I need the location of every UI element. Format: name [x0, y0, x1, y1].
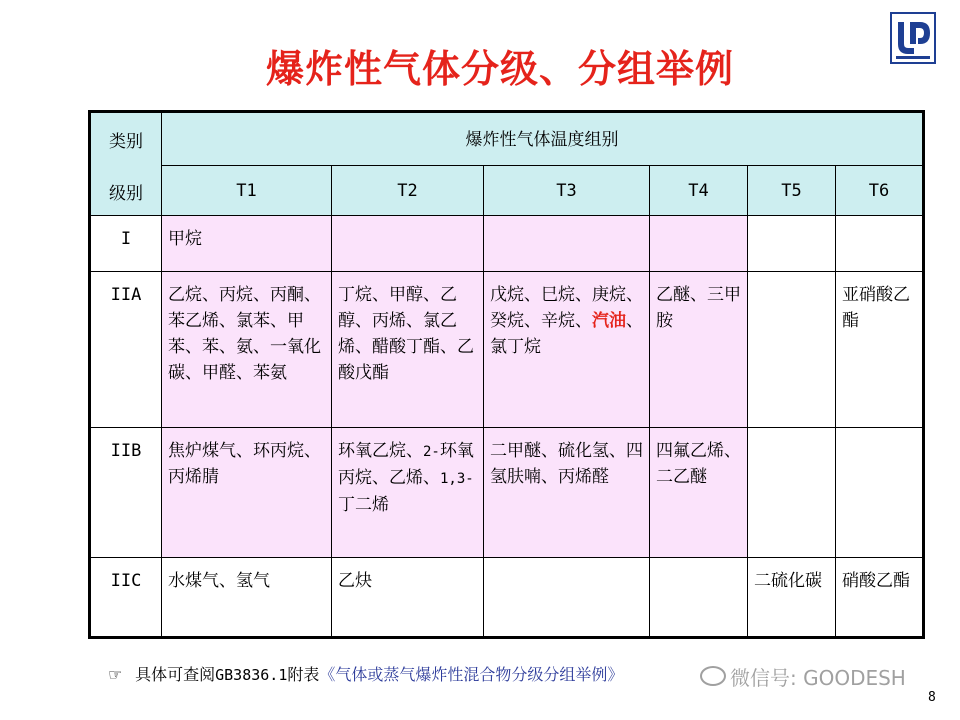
column-header-t3: T3 — [484, 166, 650, 216]
cell-iib-t2 — [332, 428, 484, 558]
corner-header-cell — [90, 112, 162, 216]
cell-iia-t3-text-end: 、氯丁烷 — [490, 311, 643, 357]
cell-iia-t3 — [484, 272, 650, 428]
wechat-watermark — [700, 662, 906, 691]
cell-i-t4 — [650, 216, 748, 272]
cell-iia-t2: 丁烷、甲醇、乙醇、丙烯、氯乙烯、醋酸丁酯、乙酸戊酯 — [332, 272, 484, 428]
cell-iic-t3 — [484, 558, 650, 638]
cell-i-t1: 甲烷 — [162, 216, 332, 272]
wechat-icon — [700, 666, 726, 686]
column-header-t5: T5 — [748, 166, 836, 216]
cell-iic-t5: 二硫化碳 — [748, 558, 836, 638]
column-header-t4: T4 — [650, 166, 748, 216]
cell-iib-t1: 焦炉煤气、环丙烷、丙烯腈 — [162, 428, 332, 558]
table-row-level-iia — [90, 272, 924, 428]
cell-iia-t3-text-start: 戊烷、巳烷、庚烷、癸烷、辛烷、 — [490, 285, 643, 331]
cell-i-t2 — [332, 216, 484, 272]
cell-iib-t5 — [748, 428, 836, 558]
cell-iia-t6: 亚硝酸乙酯 — [836, 272, 924, 428]
table-row-level-iib — [90, 428, 924, 558]
cell-iib-t3: 二甲醚、硫化氢、四氢肤喃、丙烯醛 — [484, 428, 650, 558]
cell-i-t5 — [748, 216, 836, 272]
temperature-group-header: 爆炸性气体温度组别 — [162, 112, 924, 166]
cell-iib-t2-part4: 1,3- — [440, 471, 474, 487]
cell-iia-t5 — [748, 272, 836, 428]
column-header-t1: T1 — [162, 166, 332, 216]
row-label-iib: IIB — [90, 428, 162, 558]
cell-iic-t6: 硝酸乙酯 — [836, 558, 924, 638]
company-logo — [890, 12, 936, 64]
cell-i-t6 — [836, 216, 924, 272]
footer-mid: 附表 — [287, 665, 320, 684]
cell-iic-t2: 乙炔 — [332, 558, 484, 638]
cell-i-t3 — [484, 216, 650, 272]
page-number: 8 — [928, 690, 936, 705]
table-row-level-i — [90, 216, 924, 272]
cell-iia-t4: 乙醚、三甲胺 — [650, 272, 748, 428]
corner-top-label: 类别 — [109, 132, 143, 152]
cell-iib-t2-part3: 环氧丙烷、乙烯、 — [338, 441, 474, 488]
gas-classification-table — [88, 110, 925, 639]
cell-iib-t2-part5: 丁二烯 — [338, 495, 389, 515]
row-label-iic: IIC — [90, 558, 162, 638]
footer-reference: 《气体或蒸气爆炸性混合物分级分组举例》 — [319, 665, 624, 684]
cell-iia-t1: 乙烷、丙烷、丙酮、苯乙烯、氯苯、甲苯、苯、氨、一氧化碳、甲醛、苯氨 — [162, 272, 332, 428]
footer-standard-code: GB3836.1 — [215, 666, 288, 684]
slide-title: 爆炸性气体分级、分组举例 — [265, 47, 734, 91]
cell-iib-t4: 四氟乙烯、二乙醚 — [650, 428, 748, 558]
row-label-i: I — [90, 216, 162, 272]
footer-prefix: 具体可查阅 — [135, 665, 216, 684]
corner-bottom-label: 级别 — [109, 184, 143, 204]
table-row-level-iic — [90, 558, 924, 638]
row-label-iia: IIA — [90, 272, 162, 428]
gasoline-highlight: 汽油 — [592, 311, 626, 331]
cell-iib-t2-part2: 2- — [423, 444, 440, 460]
column-header-t6: T6 — [836, 166, 924, 216]
cell-iic-t4 — [650, 558, 748, 638]
cell-iic-t1: 水煤气、氢气 — [162, 558, 332, 638]
column-header-t2: T2 — [332, 166, 484, 216]
pointing-hand-icon: ☞ — [108, 665, 123, 684]
cell-iib-t2-part1: 环氧乙烷、 — [338, 441, 423, 461]
footer-note — [108, 662, 623, 685]
cell-iib-t6 — [836, 428, 924, 558]
watermark-text: 微信号: GOODESH — [730, 666, 906, 690]
